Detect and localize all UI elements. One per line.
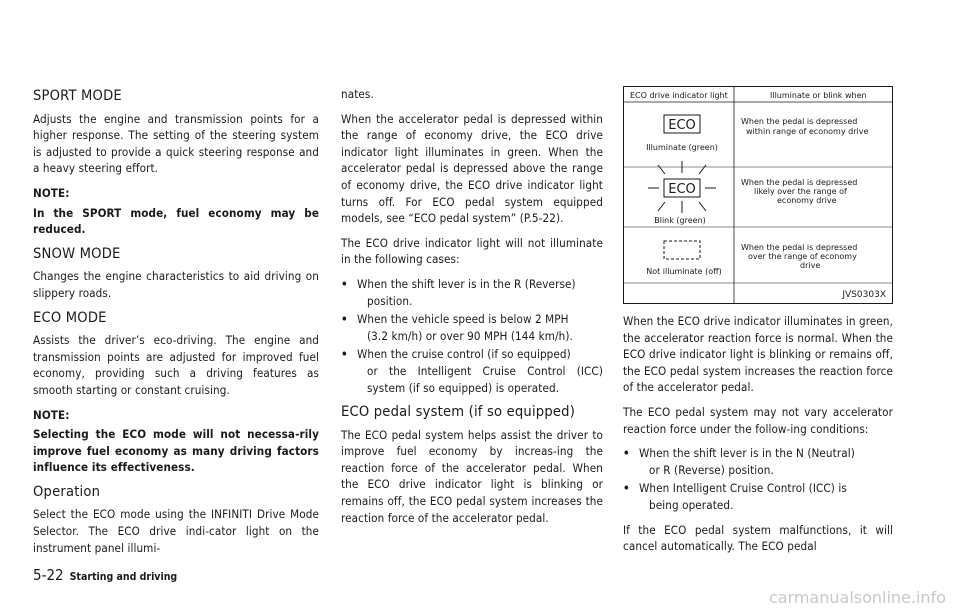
bullet-icon: • [623, 481, 630, 496]
col3-text-2: The ECO pedal system may not vary accelerator reaction force under the follow-ing conditions: [623, 404, 893, 436]
column-3 [623, 313, 893, 563]
bullet-icon: • [341, 312, 348, 327]
page-number: 5-22 [33, 566, 64, 584]
eco-note-label: NOTE: [33, 407, 70, 422]
header-right: Illuminate or blink when [770, 91, 867, 100]
eco-note-text: Selecting the ECO mode will not necessa-rily improve fuel economy as many driving factors influence its effectiveness. [33, 427, 319, 475]
row1-line1: When the pedal is depressed [741, 117, 858, 126]
sport-mode-text: Adjusts the engine and transmission points for a higher response. The setting of the steering system is adjusted to provide a quick steering response and a heavy steering effort. [33, 111, 319, 176]
not-illuminate-intro: The ECO drive indicator light will not illuminate in the following cases: [341, 235, 603, 267]
header-left: ECO drive indicator light [630, 91, 728, 100]
eco-indicator-diagram [624, 87, 892, 303]
eco-mode-heading: ECO MODE [33, 308, 107, 326]
snow-mode-text: Changes the engine characteristics to aid driving on slippery roads. [33, 269, 319, 300]
row1-line2: within range of economy drive [746, 127, 869, 136]
row3-line3: drive [800, 261, 821, 270]
list-item: • When the vehicle speed is below 2 MPH (3.2 km/h) or over 90 MPH (144 km/h). [341, 312, 573, 343]
column-1 [33, 86, 319, 564]
col3-text-1: When the ECO drive indicator illuminates in green, the accelerator reaction force is normal. When the ECO drive indicator light is blinking or remains off, the ECO pedal system increases the reaction force of the accelerator pedal. [623, 314, 893, 395]
watermark: carmanualsonline.info [768, 588, 946, 607]
section-title: Starting and driving [69, 571, 178, 583]
list-item: • When Intelligent Cruise Control (ICC) is being operated. [623, 481, 847, 512]
eco-lamp-text: ECO [668, 118, 696, 133]
sport-note-text: In the SPORT mode, fuel economy may be reduced. [33, 205, 319, 237]
eco-indicator-figure [623, 86, 893, 304]
snow-mode-heading: SNOW MODE [33, 244, 121, 262]
bullet-icon: • [623, 446, 630, 461]
row1-caption: Illuminate (green) [646, 143, 718, 152]
col3-list [623, 445, 893, 513]
eco-off-icon [664, 241, 700, 259]
eco-pedal-heading: ECO pedal system (if so equipped) [341, 403, 576, 421]
row2-line2: likely over the range of [754, 187, 847, 196]
sport-note-label: NOTE: [33, 185, 70, 200]
operation-text: Select the ECO mode using the INFINITI Drive Mode Selector. The ECO drive indi-cator light on the instrument panel illumi- [33, 507, 319, 555]
col3-text-3: If the ECO pedal system malfunctions, it will cancel automatically. The ECO pedal [623, 522, 893, 554]
eco-mode-text: Assists the driver’s eco-driving. The engine and transmission points are adjusted for improved fuel economy, providing such a driving features as smooth starting or constant cruising. [33, 333, 319, 397]
row3-line2: over the range of economy [748, 252, 857, 261]
not-illuminate-list [341, 276, 603, 396]
row2-line3: economy drive [777, 196, 837, 205]
row3-line1: When the pedal is depressed [741, 243, 858, 252]
sport-mode-heading: SPORT MODE [33, 87, 122, 104]
list-item: • When the shift lever is in the N (Neutral) or R (Reverse) position. [623, 446, 855, 477]
bullet-icon: • [341, 347, 348, 362]
indicator-text: When the accelerator pedal is depressed within the range of economy drive, the ECO drive indicator light illuminates in green. When the accelerator pedal is depressed above the range of economy drive, the ECO drive indicator light turns off. For ECO pedal system equipped models, see “ECO pedal system” (P.5-22). [341, 111, 603, 226]
eco-blink-text: ECO [668, 182, 696, 197]
row2-line1: When the pedal is depressed [741, 178, 858, 187]
row2-caption: Blink (green) [654, 216, 706, 225]
continuation-text: nates. [341, 87, 374, 101]
operation-heading: Operation [33, 482, 101, 500]
figure-code: JVS0303X [842, 290, 886, 300]
column-2 [341, 86, 603, 534]
list-item: • When the shift lever is in the R (Reverse) position. [341, 276, 576, 308]
bullet-icon: • [341, 276, 348, 291]
list-item: • When the cruise control (if so equipped) or the Intelligent Cruise Control (ICC) system (if so equipped) is operated. [341, 347, 603, 395]
eco-pedal-text: The ECO pedal system helps assist the driver to improve fuel economy by increas-ing the reaction force of the accelerator pedal. When the ECO drive indicator light is blinking or remains off, the ECO pedal system increases the reaction force of the accelerator pedal. [341, 427, 603, 525]
row3-caption: Not illuminate (off) [646, 267, 722, 276]
page-footer [33, 566, 177, 584]
